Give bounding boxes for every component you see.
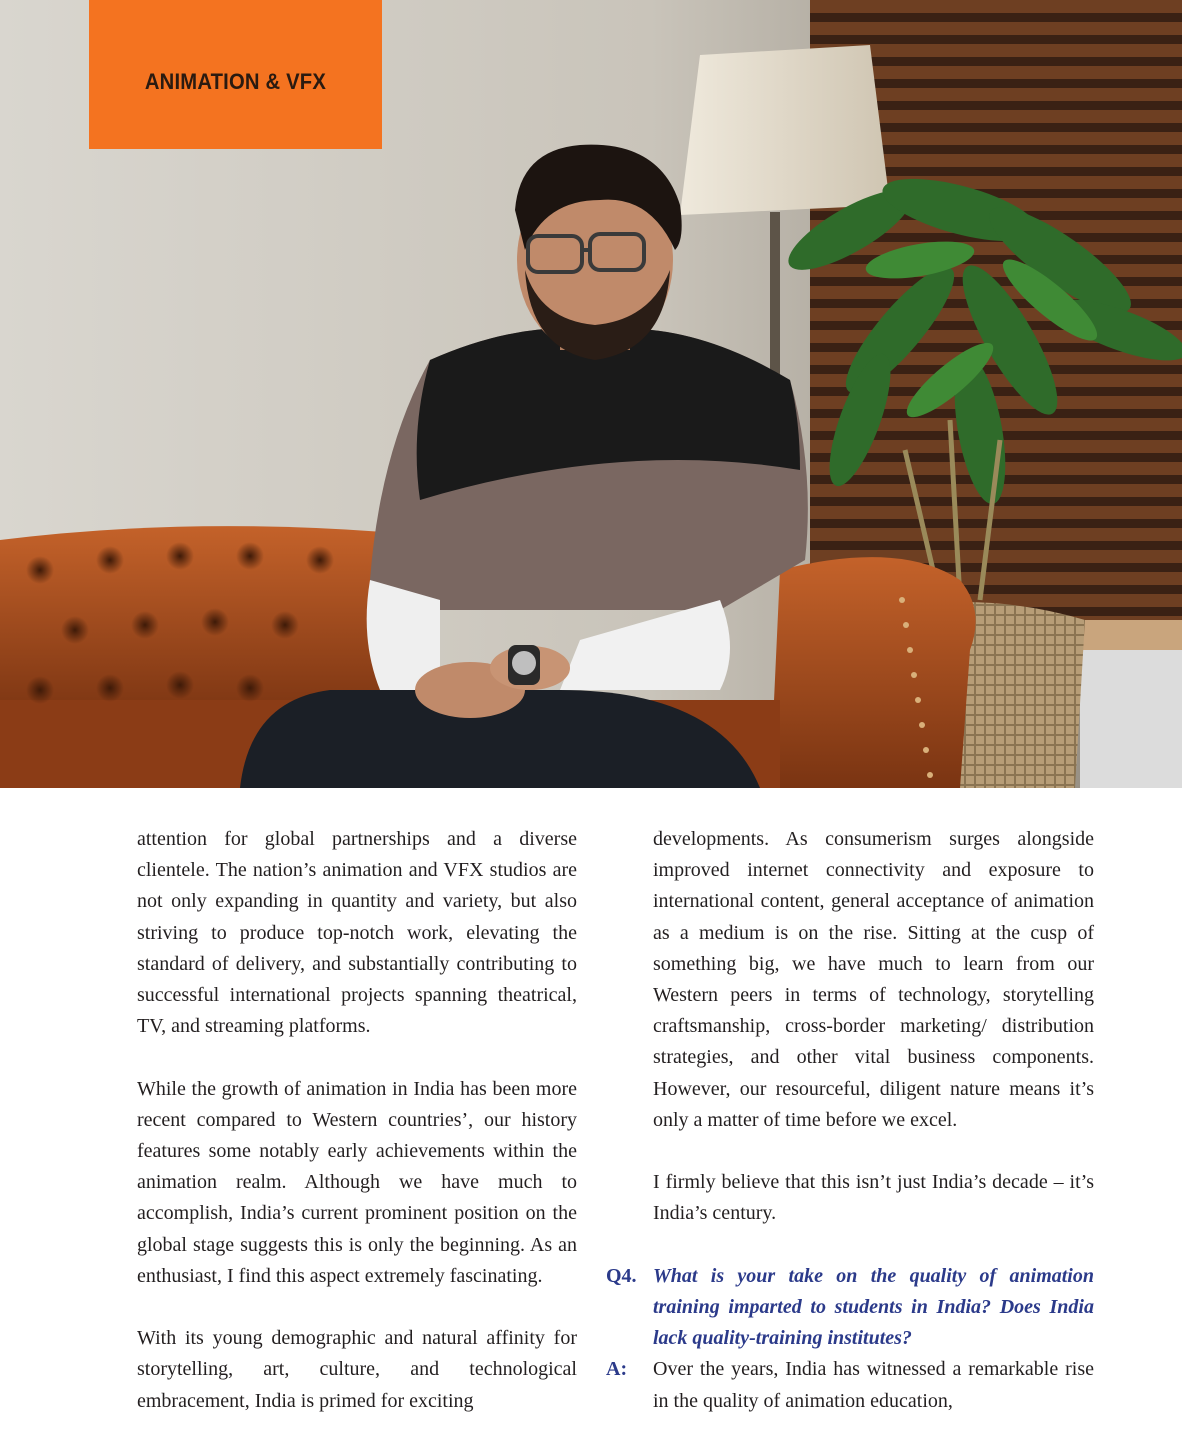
paragraph: attention for global partnerships and a diverse clientele. The nation’s animation and VFX studios are not only expanding in quantity and variety, but also striving to produce top-notch work, elevating the standard of delivery, and substantially contributing to successful international projects spanning theatrical, TV, and streaming platforms. <box>137 828 577 1038</box>
section-tag-label: ANIMATION & VFX <box>144 68 327 94</box>
question-q4 <box>606 1261 1094 1355</box>
paragraph: I firmly believe that this isn’t just India’s decade – it’s India’s century. <box>653 1171 1094 1225</box>
right-column <box>606 824 1094 1417</box>
answer-label: A: <box>606 1358 628 1381</box>
answer-a4 <box>606 1354 1094 1416</box>
paragraph: While the growth of animation in India has been more recent compared to Western countries’, our history features some notably early achievements within the animation realm. Although we have much to accomplish, India’s current prominent position on the global stage suggests this is only the beginning. As an enthusiast, I find this aspect extremely fascinating. <box>137 1077 577 1287</box>
paragraph: With its young demographic and natural affinity for storytelling, art, culture, and technological embracement, India is primed for exciting <box>137 1327 577 1412</box>
question-text: What is your take on the quality of animation training imparted to students in India? Does India lack quality-training institutes? <box>653 1264 1094 1350</box>
paragraph: developments. As consumerism surges alongside improved internet connectivity and exposure to international content, general acceptance of animation as a medium is on the rise. Sitting at the cusp of something big, we have much to learn from our Western peers in terms of technology, storytelling craftsmanship, cross-border marketing/ distribution strategies, and other vital business components. However, our resourceful, diligent nature means it’s only a matter of time before we excel. <box>653 828 1094 1131</box>
answer-text: Over the years, India has witnessed a remarkable rise in the quality of animation education, <box>653 1358 1094 1412</box>
section-tag <box>89 0 382 149</box>
left-column <box>137 824 577 1448</box>
question-label: Q4. <box>606 1264 637 1287</box>
